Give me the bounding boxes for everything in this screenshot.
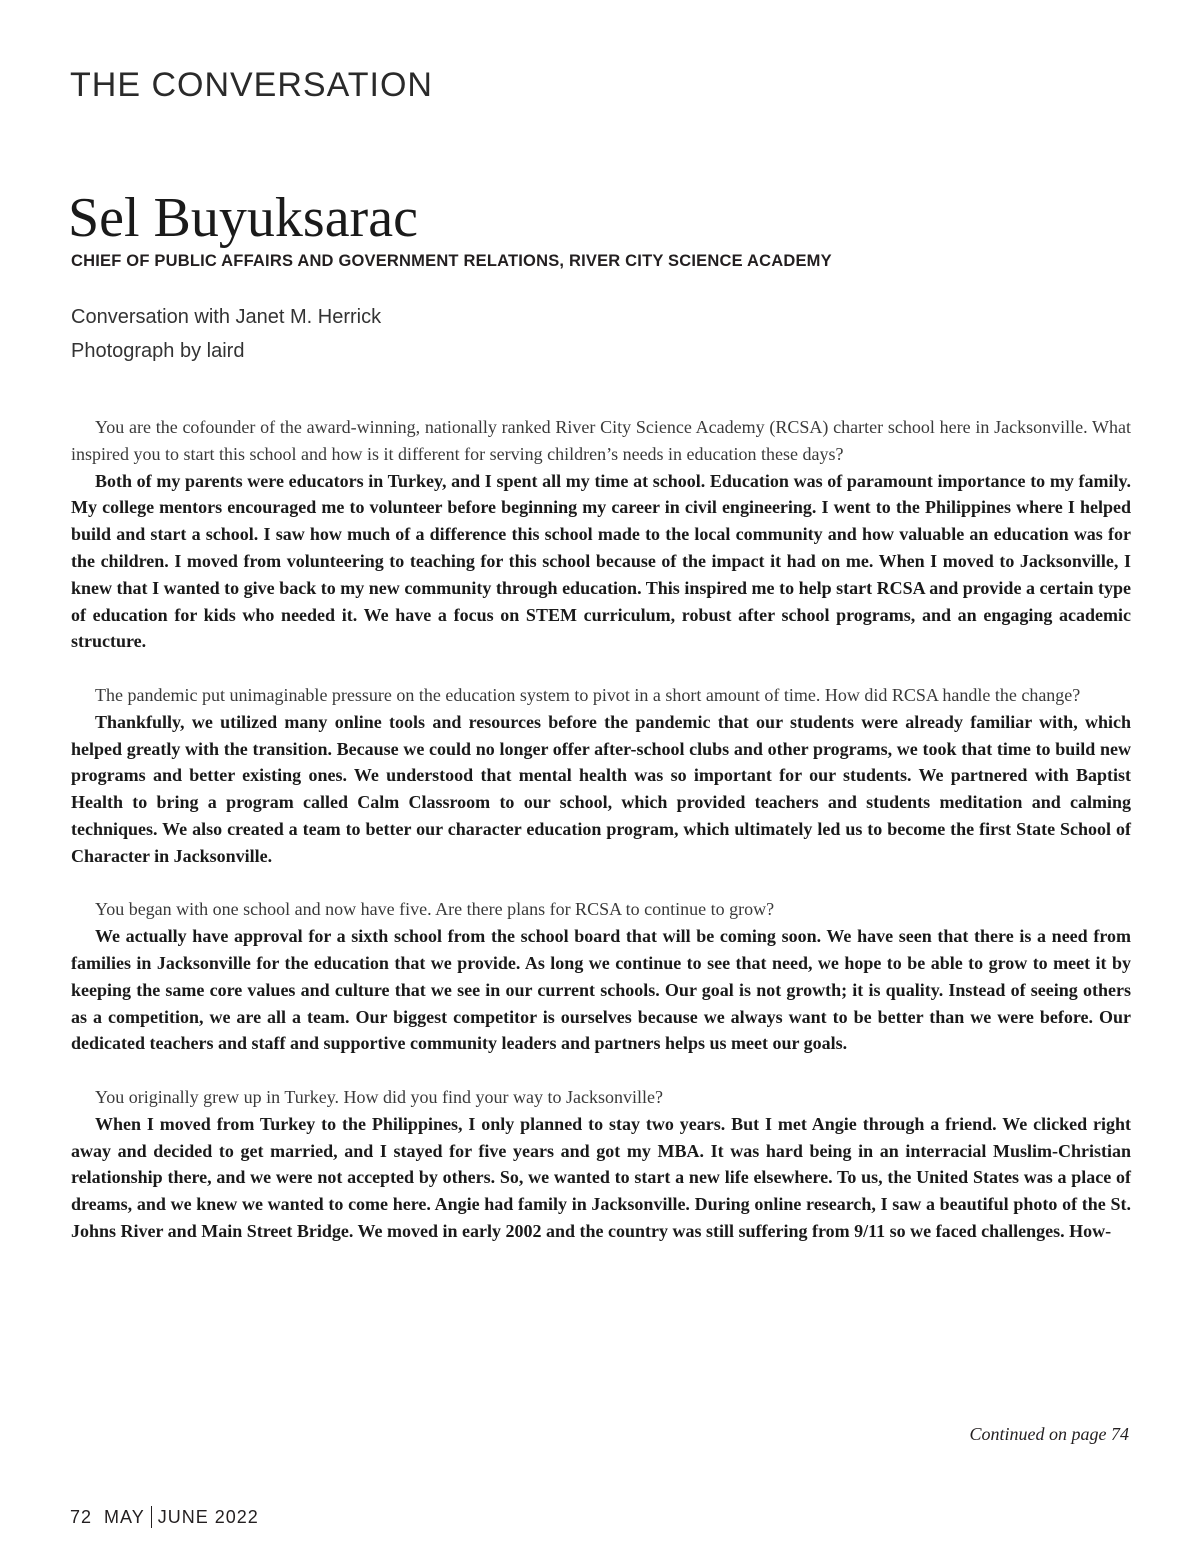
answer: Both of my parents were educators in Turkey, and I spent all my time at school. Education was of paramount importance to my family. My college mentors encouraged me to volunteer before beginning my career in civil engineering. I went to the Philippines where I helped build and start a school. I saw how much of a difference this school made to the local community and how valuable an education was for the children. I moved from volunteering to teaching for this school because of the impact it had on me. When I moved to Jacksonville, I knew that I wanted to give back to my new community through education. This inspired me to help start RCSA and provide a certain type of education for kids who needed it. We have a focus on STEM curriculum, robust after school programs, and an engaging academic structure. bbox=[71, 470, 1131, 652]
photograph-credit: Photograph by laird bbox=[71, 340, 245, 362]
question: You began with one school and now have five. Are there plans for RCSA to continue to grow? bbox=[95, 899, 775, 920]
question: You are the cofounder of the award-winning, nationally ranked River City Science Academy (RCSA) charter school here in Jacksonville. What inspired you to start this school and how is it different for serving children’s needs in education these days? bbox=[71, 417, 1131, 464]
issue-month-start: MAY bbox=[104, 1506, 145, 1527]
answer: We actually have approval for a sixth school from the school board that will be coming soon. We have seen that there is a need from families in Jacksonville for the education that we provide. As long we continue to see that need, we hope to be able to grow to meet it by keeping the same core values and culture that we see in our current schools. Our goal is not growth; it is quality. Instead of seeing others as a competition, we are all a team. Our biggest competitor is ourselves because we always want to be better than we were before. Our dedicated teachers and staff and supportive community leaders and partners helps us meet our goals. bbox=[71, 926, 1131, 1054]
qa-block bbox=[71, 682, 1131, 870]
page-footer bbox=[70, 1506, 259, 1528]
interviewee-name: Sel Buyuksarac bbox=[68, 187, 418, 249]
answer: Thankfully, we utilized many online tools and resources before the pandemic that our students were already familiar with, which helped greatly with the transition. Because we could no longer offer after-school clubs and other programs, we took that time to build new programs and better existing ones. We understood that mental health was so important for our students. We partnered with Baptist Health to bring a program called Calm Classroom to our school, which provided teachers and students meditation and calming techniques. We also created a team to better our character education program, which ultimately led us to become the first State School of Character in Jacksonville. bbox=[71, 711, 1131, 866]
section-label: THE CONVERSATION bbox=[70, 66, 433, 104]
page-number: 72 bbox=[70, 1506, 93, 1527]
conversation-credit: Conversation with Janet M. Herrick bbox=[71, 306, 382, 328]
answer: When I moved from Turkey to the Philippines, I only planned to stay two years. But I met Angie through a friend. We clicked right away and decided to get married, and I stayed for five years and got my MBA. It was hard being in an interracial Muslim-Christian relationship there, and we were not accepted by others. So, we wanted to start a new life elsewhere. To us, the United States was a place of dreams, and we knew we wanted to come here. Angie had family in Jacksonville. During online research, I saw a beautiful photo of the St. Johns River and Main Street Bridge. We moved in early 2002 and the country was still suffering from 9/11 so we faced challenges. How- bbox=[71, 1113, 1131, 1241]
interviewee-title: CHIEF OF PUBLIC AFFAIRS AND GOVERNMENT RELATIONS, RIVER CITY SCIENCE ACADEMY bbox=[71, 252, 832, 270]
qa-block bbox=[71, 896, 1131, 1057]
continued-link[interactable]: Continued on page 74 bbox=[969, 1424, 1129, 1444]
qa-block bbox=[71, 1084, 1131, 1245]
footer-divider bbox=[151, 1506, 152, 1528]
issue-month-end: JUNE 2022 bbox=[157, 1506, 259, 1527]
question: The pandemic put unimaginable pressure on the education system to pivot in a short amount of time. How did RCSA handle the change? bbox=[95, 684, 1081, 705]
qa-block bbox=[71, 414, 1131, 655]
article-body bbox=[71, 414, 1131, 1245]
question: You originally grew up in Turkey. How did you find your way to Jacksonville? bbox=[95, 1086, 663, 1107]
credits bbox=[71, 300, 381, 368]
